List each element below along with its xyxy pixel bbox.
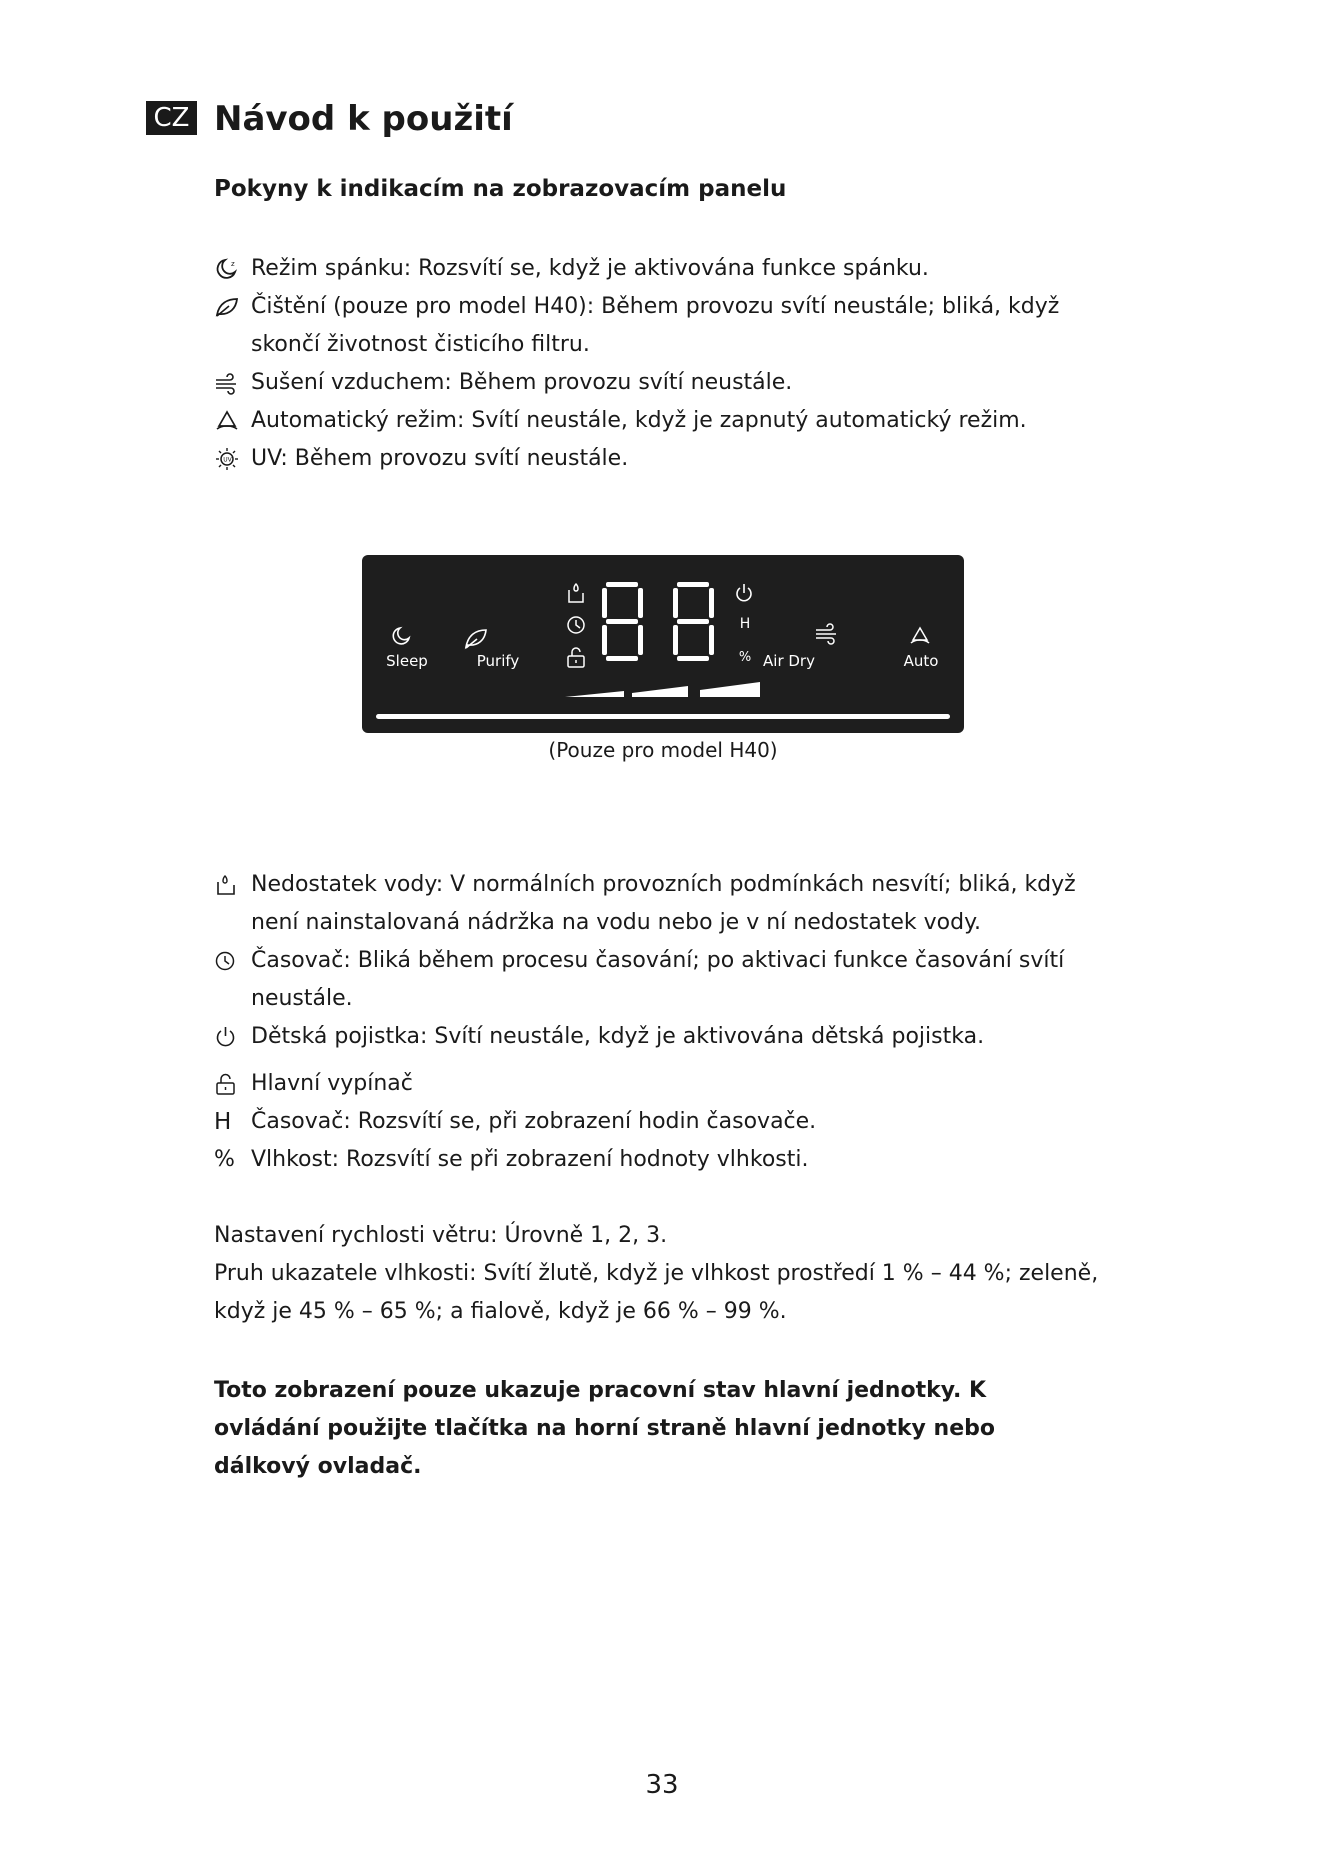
indicator-text: Sušení vzduchem: Během provozu svítí neustále.	[251, 370, 793, 395]
humidity-bar-paragraph: Pruh ukazatele vlhkosti: Svítí žlutě, když je vlhkost prostředí 1 % – 44 %; zeleně, když je 45 % – 65 %; a fialově, když je 66 % – 99 %.	[214, 1261, 1099, 1324]
indicator-text: UV: Během provozu svítí neustále.	[251, 446, 629, 471]
indicator-auto	[214, 402, 1114, 440]
panel-clock-icon	[568, 617, 584, 633]
page-number: 33	[645, 1770, 679, 1800]
indicator-main-switch	[214, 1065, 1114, 1103]
svg-text:z: z	[231, 260, 235, 268]
indicator-purify	[214, 288, 1114, 364]
indicator-water	[214, 866, 1114, 942]
indicator-text: Vlhkost: Rozsvítí se při zobrazení hodnoty vlhkosti.	[251, 1147, 809, 1172]
indicator-child-lock	[214, 1018, 1114, 1056]
panel-h-label: H	[739, 616, 751, 632]
uv-icon	[214, 447, 240, 471]
svg-text:UV: UV	[223, 456, 232, 464]
display-panel-illustration	[362, 555, 964, 733]
panel-purify-label: Purify	[476, 652, 520, 670]
seven-segment-digits	[602, 582, 714, 661]
note-paragraph: Toto zobrazení pouze ukazuje pracovní stav hlavní jednotky. K ovládání použijte tlačítka na horní straně hlavní jednotky nebo dálkový ovladač.	[214, 1378, 995, 1479]
percent-letter-icon: %	[214, 1147, 235, 1172]
indicator-hour	[214, 1103, 1114, 1141]
wind-speed-paragraph: Nastavení rychlosti větru: Úrovně 1, 2, 3.	[214, 1223, 668, 1248]
clock-icon	[214, 949, 240, 973]
indicator-text: Nedostatek vody: V normálních provozních podmínkách nesvítí; bliká, když není nainstalovaná nádržka na vodu nebo je v ní nedostatek vody.	[251, 872, 1076, 935]
indicator-text: Režim spánku: Rozsvítí se, když je aktivována funkce spánku.	[251, 256, 929, 281]
leaf-icon	[214, 295, 240, 319]
wind-icon	[214, 371, 240, 395]
indicator-text: Čištění (pouze pro model H40): Během provozu svítí neustále; bliká, když skončí životnost čisticího filtru.	[251, 294, 1060, 357]
panel-airdry-label: Air Dry	[763, 652, 815, 670]
panel-power-icon	[737, 584, 751, 601]
panel-percent-label: %	[738, 650, 752, 665]
humidity-indicator-bar	[376, 714, 950, 719]
power-icon	[214, 1025, 240, 1049]
indicator-text: Časovač: Rozsvítí se, při zobrazení hodin časovače.	[251, 1109, 817, 1134]
indicator-sleep	[214, 250, 1114, 288]
indicator-humidity	[214, 1141, 1114, 1179]
panel-caption: (Pouze pro model H40)	[548, 738, 778, 762]
sleep-icon	[214, 257, 240, 281]
panel-lock-icon	[568, 648, 584, 667]
indicator-text: Dětská pojistka: Svítí neustále, když je aktivována dětská pojistka.	[251, 1024, 985, 1049]
panel-leaf-icon	[466, 630, 486, 648]
panel-auto-icon	[911, 628, 929, 643]
indicator-text: Hlavní vypínač	[251, 1071, 413, 1096]
panel-water-tank-icon	[569, 584, 583, 602]
auto-icon	[214, 409, 240, 433]
lock-icon	[214, 1072, 240, 1096]
page-title: Návod k použití	[214, 99, 513, 139]
indicator-uv	[214, 440, 1114, 478]
panel-wind-icon	[816, 624, 836, 644]
language-badge: CZ	[146, 101, 197, 135]
indicator-airdry	[214, 364, 1114, 402]
wind-speed-bars	[565, 682, 760, 697]
indicator-timer	[214, 942, 1114, 1018]
section-subtitle: Pokyny k indikacím na zobrazovacím panelu	[214, 176, 787, 202]
indicator-text: Automatický režim: Svítí neustále, když je zapnutý automatický režim.	[251, 408, 1027, 433]
indicator-text: Časovač: Bliká během procesu časování; po aktivaci funkce časování svítí neustále.	[251, 948, 1065, 1011]
panel-sleep-label: Sleep	[386, 652, 428, 670]
h-letter-icon: H	[214, 1109, 232, 1135]
panel-auto-label: Auto	[903, 652, 939, 670]
panel-sleep-icon	[393, 628, 409, 644]
water-tank-icon	[214, 873, 240, 897]
